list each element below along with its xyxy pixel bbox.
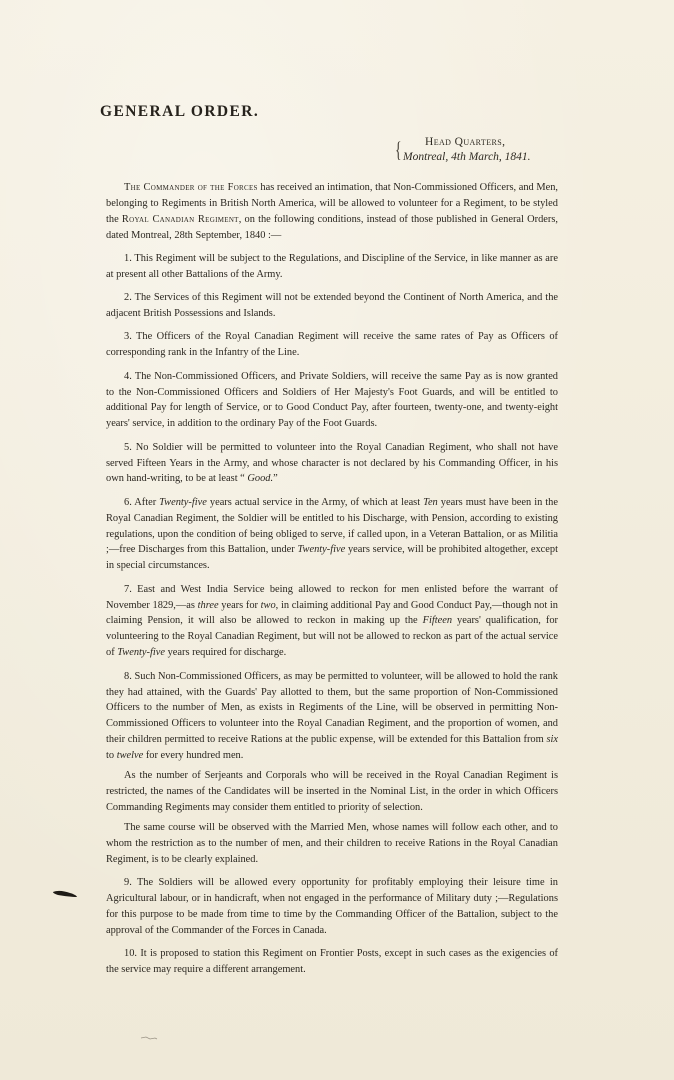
p6-text-a: 6. After [124,496,160,508]
p7-text-b: years for [218,599,261,611]
intro-text-a: has received an intimation, that Non-Commissioned Officers, and Men, belonging to Regiments in British North America, will be allowed to volunteer for a Regiment, to be styled the [106,182,559,225]
paragraph-10: 10. It is proposed to station this Regiment on Frontier Posts, except in such cases as the exigencies of the service may require a different arrangement. [106,947,558,975]
ink-smudge-mark [52,889,78,898]
paragraph-4: 4. The Non-Commissioned Officers, and Private Soldiers, will receive the same Pay as is now granted to the Non-Commissioned Officers and Soldiers of Her Majesty's Foot Guards, and will be entitled to additional Pay for length of Service, or to Good Conduct Pay, after fourteen, twenty-one, and twenty-eight years' service, in addition to the ordinary Pay of the Foot Guards. [106,370,558,430]
regiment-name: Royal Canadian Regiment [121,213,239,225]
intro-lead: The Commander of the Forces [124,182,258,193]
p7-text-a: 7. East and West India Service being allowed to reckon for men enlisted before the warrant of November 1829,—as [106,583,558,611]
p8-italic-1: six [546,734,558,746]
paragraph-2: 2. The Services of this Regiment will not be extended beyond the Continent of North America, and the adjacent British Possessions and Islands. [106,292,558,320]
p7-italic-3: Fifteen [422,615,453,627]
intro-paragraph [106,180,558,244]
p8-text-a: 8. Such Non-Commissioned Officers, as may be permitted to volunteer, will be allowed to hold the rank they had attained, with the Guards' Pay allotted to them, but the same proportion of Non-Commissioned Officers to the number of Men, as exists in Regiments of the Line, will be observed in permitting Non-Commissioned Officers to volunteer into the Royal Canadian Regiment, and the proportion of women, and their children permitted to receive Rations at the public expense, will be extended for this Battalion from [106,670,558,746]
p5-text-b: ” [273,473,278,485]
p7-italic-4: Twenty-five [117,647,165,659]
p6-italic-2: Ten [423,496,438,508]
p8-italic-2: twelve [116,750,144,762]
p7-text-e: years required for discharge. [164,647,287,659]
brace-glyph: { [395,137,402,162]
paragraph-9: 9. The Soldiers will be allowed every opportunity for profitably employing their leisure time in Agricultural labour, or in handicraft, when not engaged in the performance of Military duty ;—Regulations for this purpose to be made from time to time by the Commanding Officer of the Battalion, subject to the approval of the Commander of the Forces in Canada. [106,876,558,936]
place-date: Montreal, 4th March, 1841. [403,151,531,163]
paragraph-7 [106,582,558,662]
paragraph-8c: The same course will be observed with the Married Men, whose names will follow each other, and to whom the restriction as to the number of men, and their children to receive Rations in the Royal Canadian Regiment, is to be clearly explained. [106,821,558,865]
intro-text-b: , on the following conditions, instead of those published in General Orders, dated Montreal, 28th September, 1840 :— [106,213,558,241]
paragraph-8 [106,669,558,764]
p6-text-c: years must have been in the Royal Canadian Regiment, the Soldier will be entitled to his Discharge, with Pension, according to existing regulations, upon the condition of being obliged to serve, if called upon, in a Veteran Battalion, or as Militia ;—free Discharges from this Battalion, under [106,496,558,556]
p5-text-a: 5. No Soldier will be permitted to volunteer into the Royal Canadian Regiment, who shall not have served Fifteen Years in the Army, and whose character is not declared by his Commanding Officer, in his own hand-writing, to be at least “ [106,441,558,485]
p7-text-c: , in claiming additional Pay and Good Conduct Pay,—though not in claiming Pension, it will also be allowed to reckon in making up the [106,599,558,627]
p6-text-d: years service, will be prohibited altogether, except in special circumstances. [106,544,558,572]
paragraph-1: 1. This Regiment will be subject to the Regulations, and Discipline of the Service, in like manner as are at present all other Battalions of the Army. [106,253,558,280]
dateline [393,135,531,165]
p7-text-d: years' qualification, for volunteering to the Royal Canadian Regiment, but will not be allowed to reckon as part of the actual service of [106,615,558,659]
p8-text-b: to [106,750,117,762]
document-title: GENERAL ORDER. [100,103,260,120]
p6-italic-3: Twenty-five [297,544,346,556]
head-quarters-label: Head Quarters, [425,136,506,148]
p7-italic-1: three [197,599,219,611]
order-body [106,180,558,985]
p6-text-b: years actual service in the Army, of which at least [206,496,424,508]
p5-good: Good. [247,473,274,485]
paper-speck [140,1035,158,1041]
p6-italic-1: Twenty-five [159,496,207,508]
paragraph-8b: As the number of Serjeants and Corporals who will be received in the Royal Canadian Regiment is restricted, the names of the Candidates will be inserted in the Nominal List, in the order in which Officers Commanding Regiments may consider them entitled to priority of selection. [106,770,558,813]
paragraph-5 [106,440,558,488]
p7-italic-2: two [260,599,276,611]
p8-text-c: for every hundred men. [143,750,244,762]
paragraph-3: 3. The Officers of the Royal Canadian Regiment will receive the same rates of Pay as Officers of corresponding rank in the Infantry of the Line. [106,331,558,359]
paragraph-6 [106,495,558,575]
